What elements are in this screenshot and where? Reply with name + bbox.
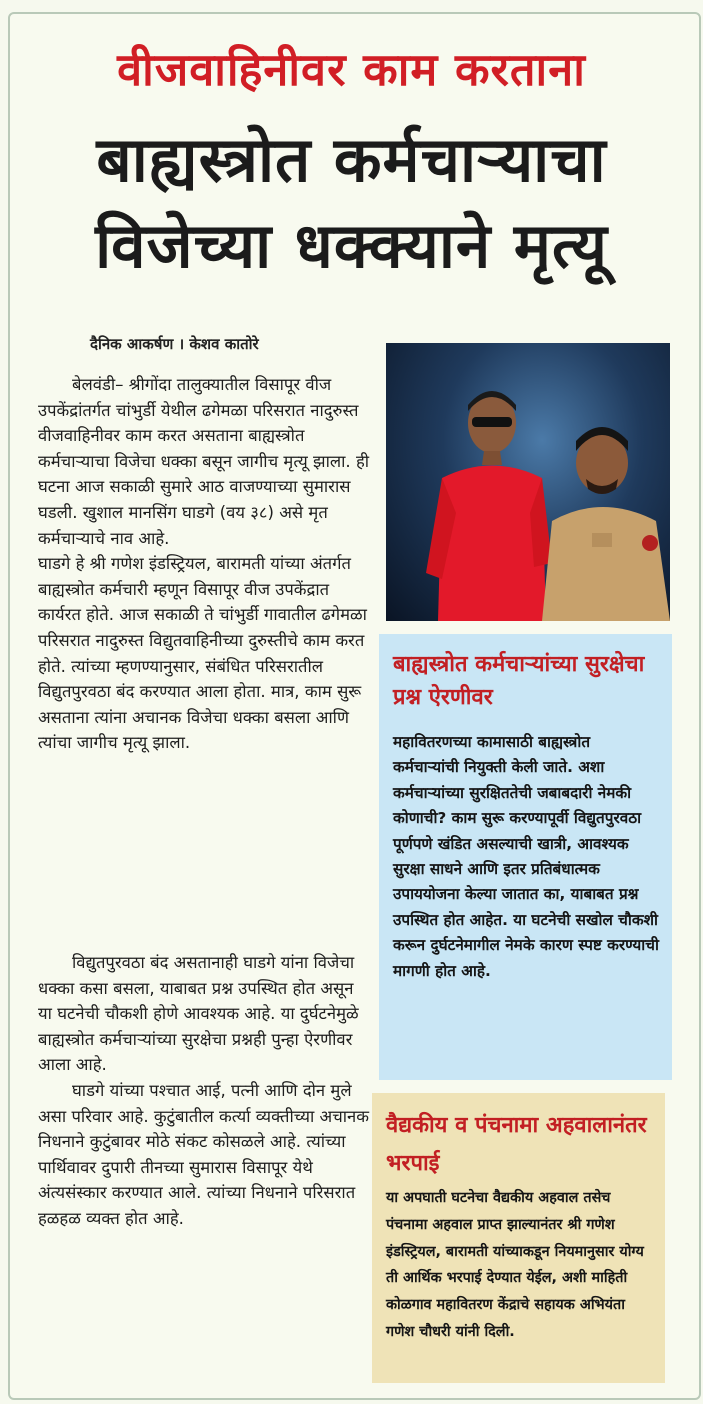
article-paragraph: घाडगे हे श्री गणेश इंडस्ट्रियल, बारामती यांच्या अंतर्गत बाह्यस्त्रोत कर्मचारी म्हणून विसापूर वीज उपकेंद्रात कार्यरत होते. आज सकाळी ते चांभुर्डी गावातील ढगेमळा परिसरात नादुरुस्त विद्युतवाहिनीच्या दुरुस्तीचे काम करत होते. त्यांच्या म्हणण्यानुसार, संबंधित परिसरातील विद्युतपुरवठा बंद करण्यात आला होता. मात्र, काम सुरू असताना त्यांना अचानक विजेचा धक्का बसला आणि त्यांचा जागीच मृत्यू झाला.	[38, 554, 367, 753]
article-body-top	[38, 372, 370, 756]
byline: दैनिक आकर्षण । केशव कातोरे	[90, 335, 259, 353]
article-paragraph: घाडगे यांच्या पश्चात आई, पत्नी आणि दोन मुले असा परिवार आहे. कुटुंबातील कर्त्या व्यक्तीच्या अचानक निधनाने कुटुंबावर मोठे संकट कोसळले आहे. त्यांच्या पार्थिवावर दुपारी तीनच्या सुमारास विसापूर येथे अंत्यसंस्कार करण्यात आले. त्यांच्या निधनाने परिसरात हळहळ व्यक्त होत आहे.	[38, 1080, 369, 1228]
headline-line-2: विजेच्या धक्क्याने मृत्यू	[95, 209, 608, 282]
man-uniform-figure	[536, 393, 670, 621]
article-body-bottom	[38, 950, 370, 1232]
sidebar-title: वैद्यकीय व पंचनामा अहवालानंतर भरपाई	[386, 1113, 647, 1176]
sidebar-text: महावितरणच्या कामासाठी बाह्यस्त्रोत कर्मचाऱ्यांची नियुक्ती केली जाते. अशा कर्मचाऱ्यांच्या सुरक्षिततेची जबाबदारी नेमकी कोणाची? काम सुरू करण्यापूर्वी विद्युतपुरवठा पूर्णपणे खंडित असल्याची खात्री, आवश्यक सुरक्षा साधने आणि इतर प्रतिबंधात्मक उपाययोजना केल्या जातात का, याबाबत प्रश्न उपस्थित होत आहेत. या घटनेची सखोल चौकशी करून दुर्घटनेमागील नेमके कारण स्पष्ट करण्याची मागणी होत आहे.	[393, 733, 659, 980]
victim-photo	[386, 343, 670, 621]
sidebar-title: बाह्यस्त्रोत कर्मचाऱ्यांच्या सुरक्षेचा प्रश्न ऐरणीवर	[393, 652, 645, 710]
headline-line-1: बाह्यस्त्रोत कर्मचाऱ्याचा	[96, 123, 607, 196]
sidebar-worker-safety	[379, 634, 672, 1080]
man-red-shirt-figure	[422, 383, 552, 621]
article-paragraph: बेलवंडी– श्रीगोंदा तालुक्यातील विसापूर वीज उपकेंद्रांतर्गत चांभुर्डी येथील ढगेमळा परिसरात नादुरुस्त वीजवाहिनीवर काम करत असताना बाह्यस्त्रोत कर्मचाऱ्याचा विजेचा धक्का बसून जागीच मृत्यू झाला. ही घटना आज सकाळी सुमारे आठ वाजण्याच्या सुमारास घडली. खुशाल मानसिंग घाडगे (वय ३८) असे मृत कर्मचाऱ्याचे नाव आहे.	[38, 375, 370, 548]
sidebar-compensation	[372, 1093, 665, 1383]
sidebar-text: या अपघाती घटनेचा वैद्यकीय अहवाल तसेच पंचनामा अहवाल प्राप्त झाल्यानंतर श्री गणेश इंडस्ट्रियल, बारामती यांच्याकडून नियमानुसार योग्य ती आर्थिक भरपाई देण्यात येईल, अशी माहिती कोळगाव महावितरण केंद्राचे सहायक अभियंता गणेश चौधरी यांनी दिली.	[386, 1190, 644, 1340]
kicker-headline: वीजवाहिनीवर काम करताना	[117, 43, 586, 96]
article-paragraph: विद्युतपुरवठा बंद असतानाही घाडगे यांना विजेचा धक्का कसा बसला, याबाबत प्रश्न उपस्थित होत असून या घटनेची चौकशी होणे आवश्यक आहे. या दुर्घटनेमुळे बाह्यस्त्रोत कर्मचाऱ्यांच्या सुरक्षेचा प्रश्नही पुन्हा ऐरणीवर आला आहे.	[38, 953, 359, 1075]
